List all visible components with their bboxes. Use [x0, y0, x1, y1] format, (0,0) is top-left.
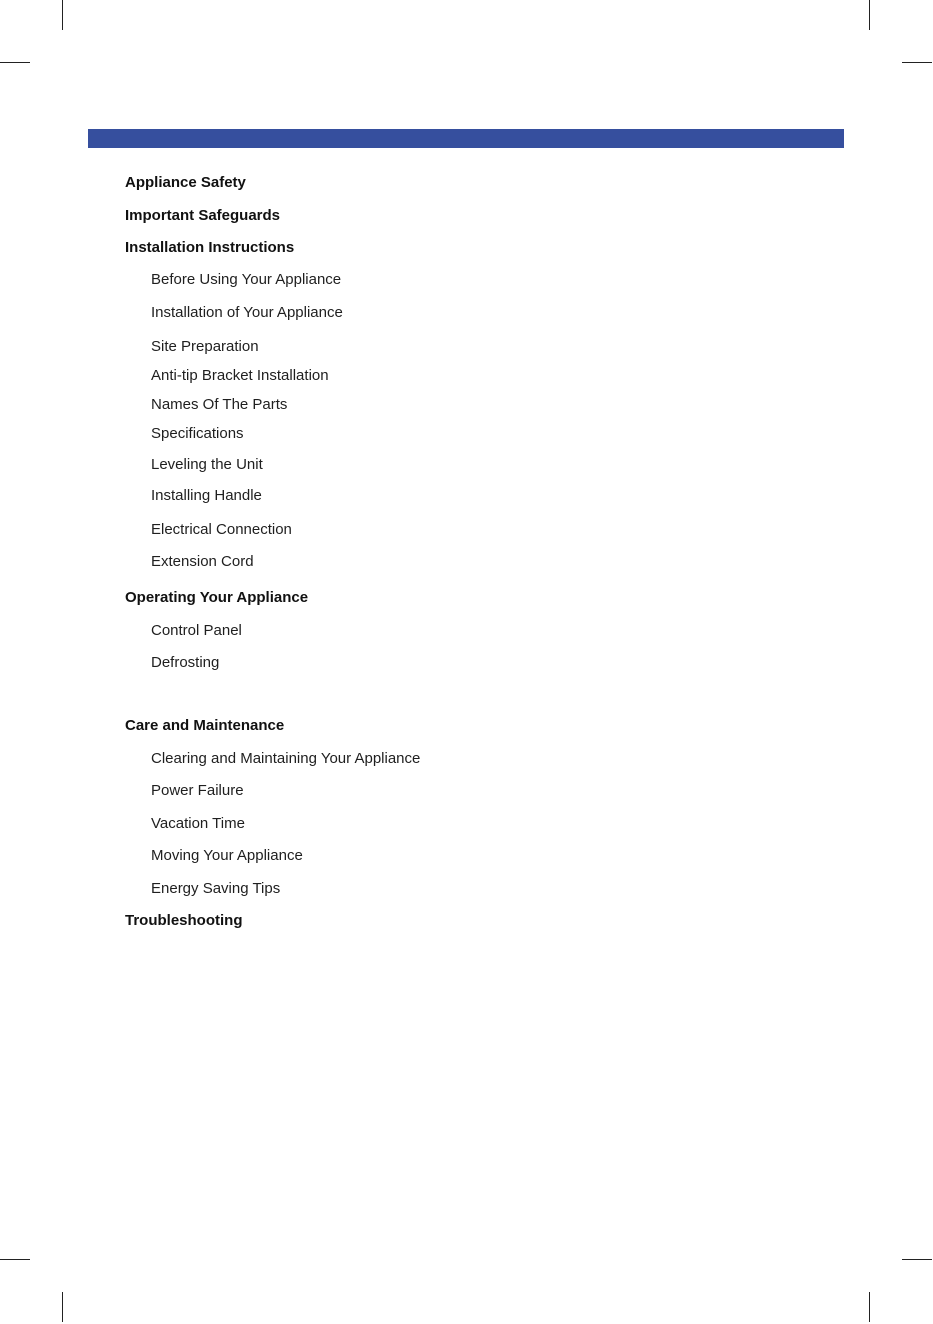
crop-mark-top-left-vertical: [62, 0, 63, 30]
toc-item-before-using[interactable]: Before Using Your Appliance: [151, 271, 342, 288]
toc-item-specifications[interactable]: Specifications: [151, 425, 244, 442]
toc-item-leveling[interactable]: Leveling the Unit: [151, 456, 263, 473]
toc-item-vacation-time[interactable]: Vacation Time: [151, 815, 245, 832]
crop-mark-bottom-right-vertical: [869, 1292, 870, 1322]
crop-mark-top-right-horizontal: [902, 62, 932, 63]
toc-section-operating[interactable]: Operating Your Appliance: [125, 589, 309, 606]
toc-item-names-of-parts[interactable]: Names Of The Parts: [151, 396, 288, 413]
crop-mark-bottom-left-vertical: [62, 1292, 63, 1322]
crop-mark-bottom-right-horizontal: [902, 1259, 932, 1260]
toc-item-installing-handle[interactable]: Installing Handle: [151, 487, 262, 504]
toc-item-site-preparation[interactable]: Site Preparation: [151, 338, 259, 355]
toc-item-clearing-maintaining[interactable]: Clearing and Maintaining Your Appliance: [151, 750, 421, 767]
header-bar: [88, 129, 844, 148]
toc-item-electrical-connection[interactable]: Electrical Connection: [151, 521, 292, 538]
toc-item-extension-cord[interactable]: Extension Cord: [151, 553, 254, 570]
toc-section-troubleshooting[interactable]: Troubleshooting: [125, 912, 243, 929]
toc-section-appliance-safety[interactable]: Appliance Safety: [125, 174, 246, 191]
toc-item-anti-tip-bracket[interactable]: Anti-tip Bracket Installation: [151, 367, 329, 384]
toc-item-energy-saving[interactable]: Energy Saving Tips: [151, 880, 281, 897]
toc-section-important-safeguards[interactable]: Important Safeguards: [125, 207, 281, 224]
toc-item-control-panel[interactable]: Control Panel: [151, 622, 242, 639]
toc-item-installation[interactable]: Installation of Your Appliance: [151, 304, 343, 321]
toc-section-installation-instructions[interactable]: Installation Instructions: [125, 239, 295, 256]
toc-item-defrosting[interactable]: Defrosting: [151, 654, 220, 671]
crop-mark-bottom-left-horizontal: [0, 1259, 30, 1260]
toc-item-power-failure[interactable]: Power Failure: [151, 782, 244, 799]
crop-mark-top-right-vertical: [869, 0, 870, 30]
crop-mark-top-left-horizontal: [0, 62, 30, 63]
toc-section-care-maintenance[interactable]: Care and Maintenance: [125, 717, 285, 734]
toc-item-moving[interactable]: Moving Your Appliance: [151, 847, 303, 864]
